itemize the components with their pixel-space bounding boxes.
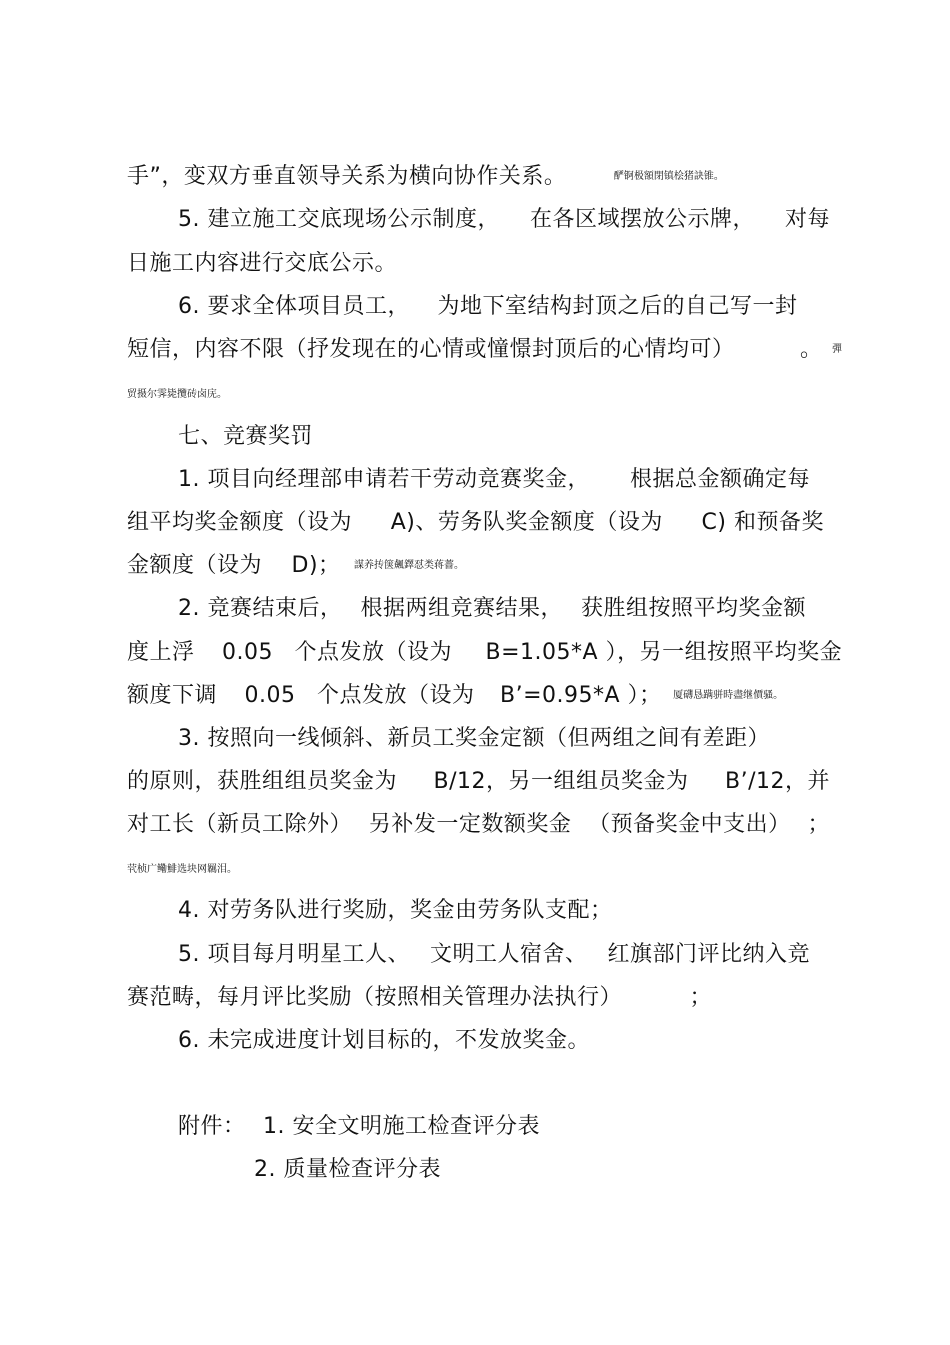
body-text: 根据总金额确定每 [629,467,810,492]
paragraph-line [127,508,824,538]
body-text: 日施工内容进行交底公示。 [127,251,398,276]
body-text: 手”，变双方垂直领导关系为横向协作关系。 [127,164,567,189]
body-text: 红旗部门评比纳入竞 [607,942,810,967]
body-text: 的原则，获胜组组员奖金为 [127,769,398,794]
paragraph-line [178,594,806,624]
attachment-item: 2. 质量检查评分表 [254,1157,441,1182]
body-text: 短信，内容不限（抒发现在的心情或憧憬封顶后的心情均可） [127,337,735,362]
paragraph-line [127,335,842,365]
body-text: 赛范畴，每月评比奖励（按照相关管理办法执行） [127,985,623,1010]
paragraph-line [127,380,227,410]
watermark-note: 厦礴恳蹒骈時盡继價骚。 [673,690,784,701]
paragraph-line [178,1026,590,1056]
body-text: 个点发放（设为 [317,683,475,708]
paragraph-line [178,896,613,926]
body-text: 0.05 [244,683,296,708]
body-text: D)； [291,553,341,578]
body-text: B’/12，并 [724,769,830,794]
heading-text: 七、竞赛奖罚 [178,424,314,449]
body-text: 组平均奖金额度（设为 [127,510,353,535]
body-text: 1. 项目向经理部申请若干劳动竞赛奖金， [178,467,590,492]
watermark-note: 茕桢广鳓鯡选块网羈泪。 [127,864,237,875]
paragraph-line [127,983,712,1013]
body-text: 对每 [784,207,830,232]
body-text: 6. 要求全体项目员工， [178,294,410,319]
body-text: 为地下室结构封顶之后的自己写一封 [437,294,798,319]
body-text: 0.05 [222,640,273,665]
paragraph-line [127,855,237,885]
watermark-note: 彈 [832,344,843,355]
attachment-line [178,1112,540,1142]
body-text: 在各区域摆放公示牌， [529,207,755,232]
body-text: （预备奖金中支出） [588,812,791,837]
body-text: 度上浮 [127,640,195,665]
body-text: 5. 项目每月明星工人、 [178,942,410,967]
body-text: 文明工人宿舍、 [429,942,588,967]
body-text: A)、劳务队奖金额度（设为 [390,510,663,535]
body-text: 根据两组竞赛结果， [360,596,563,621]
paragraph-line [178,205,830,235]
watermark-note: 謀养抟箧飆鐸怼类蒋薔。 [354,560,465,571]
body-text: 对工长（新员工除外） [127,812,353,837]
body-text: ； [807,812,830,837]
body-text: 5. 建立施工交底现场公示制度， [178,207,500,232]
body-text: 额度下调 [127,683,218,708]
paragraph-line [178,940,810,970]
body-text: 。 [800,337,823,362]
paragraph-line [178,292,798,322]
paragraph-line [127,638,842,668]
paragraph-line [178,465,810,495]
body-text: 3. 按照向一线倾斜、新员工奖金定额（但两组之间有差距） [178,726,770,751]
paragraph-line [127,551,464,581]
paragraph-line [127,162,724,192]
body-text: 6. 未完成进度计划目标的，不发放奖金。 [178,1028,590,1053]
body-text: 个点发放（设为 [294,640,453,665]
attachment-line [254,1155,441,1185]
body-text: B’=0.95*A ）； [500,683,662,708]
attachment-item: 1. 安全文明施工检查评分表 [263,1114,540,1139]
body-text: ； [689,985,713,1010]
body-text: B=1.05*A ），另一组按照平均奖金 [485,640,843,665]
attachment-label: 附件： [178,1114,246,1139]
watermark-note: 酽锕极額閉镇桧猪訣锥。 [613,171,724,182]
body-text: 2. 竞赛结束后， [178,596,343,621]
paragraph-line [127,249,397,279]
paragraph-line [127,767,830,797]
watermark-note: 贸摄尔霁毙攬砖卤庑。 [127,389,227,400]
body-text: 另补发一定数额奖金 [368,812,572,837]
paragraph-line [127,810,830,840]
paragraph-line [178,724,770,754]
body-text: 4. 对劳务队进行奖励，奖金由劳务队支配； [178,898,613,923]
body-text: 获胜组按照平均奖金额 [580,596,806,621]
paragraph-line [127,681,783,711]
section-heading [178,422,313,452]
body-text: 金额度（设为 [127,553,263,578]
body-text: C) 和预备奖 [701,510,824,535]
body-text: B/12，另一组组员奖金为 [433,769,689,794]
